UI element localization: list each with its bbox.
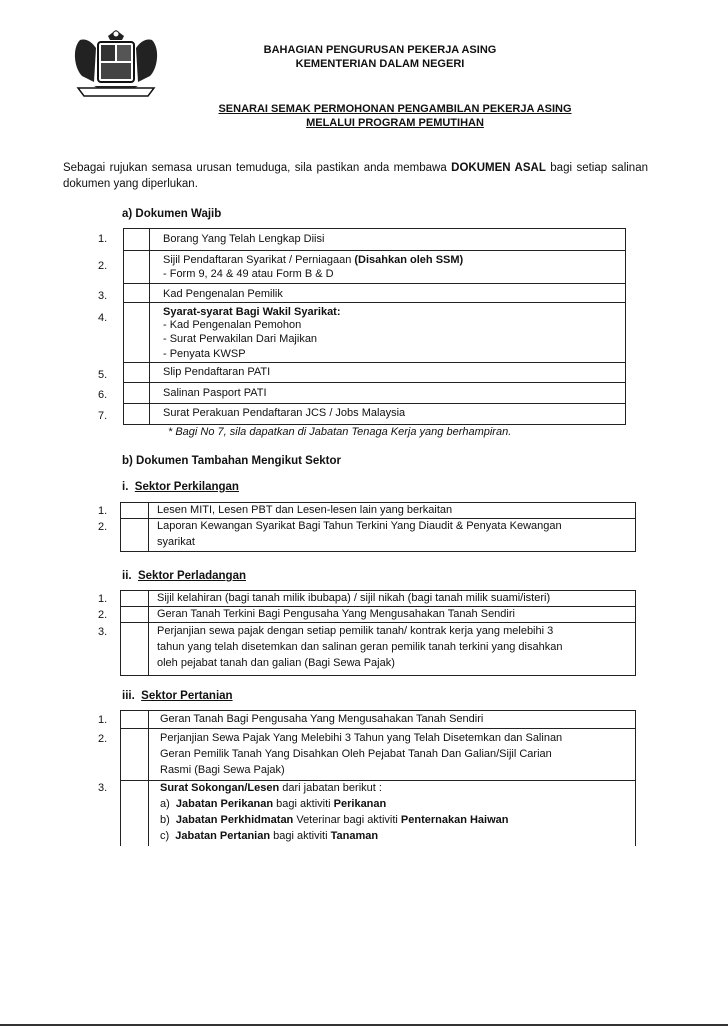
list-item-detail: tahun yang telah disetemkan dan salinan geran pemilik tanah terkini yang disahkan xyxy=(157,641,563,653)
section-b-heading: b) Dokumen Tambahan Mengikut Sektor xyxy=(122,455,341,467)
list-item-detail: - Form 9, 24 & 49 atau Form B & D xyxy=(163,268,334,280)
list-item-number: 2. xyxy=(98,733,108,745)
list-item-number: 2. xyxy=(98,521,108,533)
footnote: * Bagi No 7, sila dapatkan di Jabatan Tenaga Kerja yang berhampiran. xyxy=(168,426,512,438)
list-item: Syarat-syarat Bagi Wakil Syarikat: xyxy=(163,306,341,318)
list-item: Salinan Pasport PATI xyxy=(163,387,267,399)
list-subitem: c) Jabatan Pertanian bagi aktiviti Tanaman xyxy=(160,830,379,842)
list-item-number: 6. xyxy=(98,389,108,401)
list-item: Lesen MITI, Lesen PBT dan Lesen-lesen lain yang berkaitan xyxy=(157,504,453,516)
list-item-detail: - Penyata KWSP xyxy=(163,348,246,360)
list-item-number: 5. xyxy=(98,369,108,381)
section-a-heading: a) Dokumen Wajib xyxy=(122,208,222,220)
list-item-detail: Geran Pemilik Tanah Yang Disahkan Oleh Pejabat Tanah Dan Galian/Sijil Carian xyxy=(160,748,552,760)
list-item-detail: syarikat xyxy=(157,536,195,548)
list-item: Geran Tanah Bagi Pengusaha Yang Mengusahakan Tanah Sendiri xyxy=(160,713,484,725)
list-item-number: 4. xyxy=(98,312,108,324)
list-item: Slip Pendaftaran PATI xyxy=(163,366,271,378)
list-item-number: 2. xyxy=(98,609,108,621)
sector-heading: ii. Sektor Perladangan xyxy=(122,570,246,582)
list-item: Surat Perakuan Pendaftaran JCS / Jobs Malaysia xyxy=(163,407,406,419)
page-bottom-border xyxy=(0,1024,728,1026)
list-item-detail: - Surat Perwakilan Dari Majikan xyxy=(163,333,318,345)
list-item: Perjanjian sewa pajak dengan setiap pemilik tanah/ kontrak kerja yang melebihi 3 xyxy=(157,625,554,637)
sector-heading: iii. Sektor Pertanian xyxy=(122,690,233,702)
list-item-number: 1. xyxy=(98,505,108,517)
list-item-detail: oleh pejabat tanah dan galian (Bagi Sewa Pajak) xyxy=(157,657,395,669)
list-item: Surat Sokongan/Lesen dari jabatan berikut : xyxy=(160,782,382,794)
list-item-detail: - Kad Pengenalan Pemohon xyxy=(163,319,302,331)
list-item-number: 3. xyxy=(98,782,108,794)
list-item-detail: Rasmi (Bagi Sewa Pajak) xyxy=(160,764,285,776)
list-subitem: b) Jabatan Perkhidmatan Veterinar bagi aktiviti Penternakan Haiwan xyxy=(160,814,509,826)
list-item-number: 3. xyxy=(98,290,108,302)
list-item: Laporan Kewangan Syarikat Bagi Tahun Terkini Yang Diaudit & Penyata Kewangan xyxy=(157,520,562,532)
list-item-number: 2. xyxy=(98,260,108,272)
ministry-name: KEMENTERIAN DALAM NEGERI xyxy=(295,58,465,70)
document-title: SENARAI SEMAK PERMOHONAN PENGAMBILAN PEKERJA ASING xyxy=(218,103,572,115)
sector-heading: i. Sektor Perkilangan xyxy=(122,481,239,493)
list-item-number: 1. xyxy=(98,593,108,605)
list-item-number: 1. xyxy=(98,233,108,245)
list-item: Kad Pengenalan Pemilik xyxy=(163,288,283,300)
list-item: Sijil kelahiran (bagi tanah milik ibubapa) / sijil nikah (bagi tanah milik suami/isteri) xyxy=(157,592,551,604)
department-name: BAHAGIAN PENGURUSAN PEKERJA ASING xyxy=(263,44,497,56)
list-subitem: a) Jabatan Perikanan bagi aktiviti Perikanan xyxy=(160,798,387,810)
list-item-number: 1. xyxy=(98,714,108,726)
document-subtitle: MELALUI PROGRAM PEMUTIHAN xyxy=(306,117,484,129)
list-item: Sijil Pendaftaran Syarikat / Perniagaan (Disahkan oleh SSM) xyxy=(163,254,464,266)
intro-paragraph: Sebagai rujukan semasa urusan temuduga, sila pastikan anda membawa DOKUMEN ASAL bagi setiap salinan dokumen yang diperlukan. xyxy=(63,162,648,190)
list-item: Perjanjian Sewa Pajak Yang Melebihi 3 Tahun yang Telah Disetemkan dan Salinan xyxy=(160,732,563,744)
coat-of-arms-logo xyxy=(68,28,164,104)
list-item: Borang Yang Telah Lengkap Diisi xyxy=(163,233,325,245)
list-item-number: 7. xyxy=(98,410,108,422)
list-item-number: 3. xyxy=(98,626,108,638)
list-item: Geran Tanah Terkini Bagi Pengusaha Yang Mengusahakan Tanah Sendiri xyxy=(157,608,515,620)
